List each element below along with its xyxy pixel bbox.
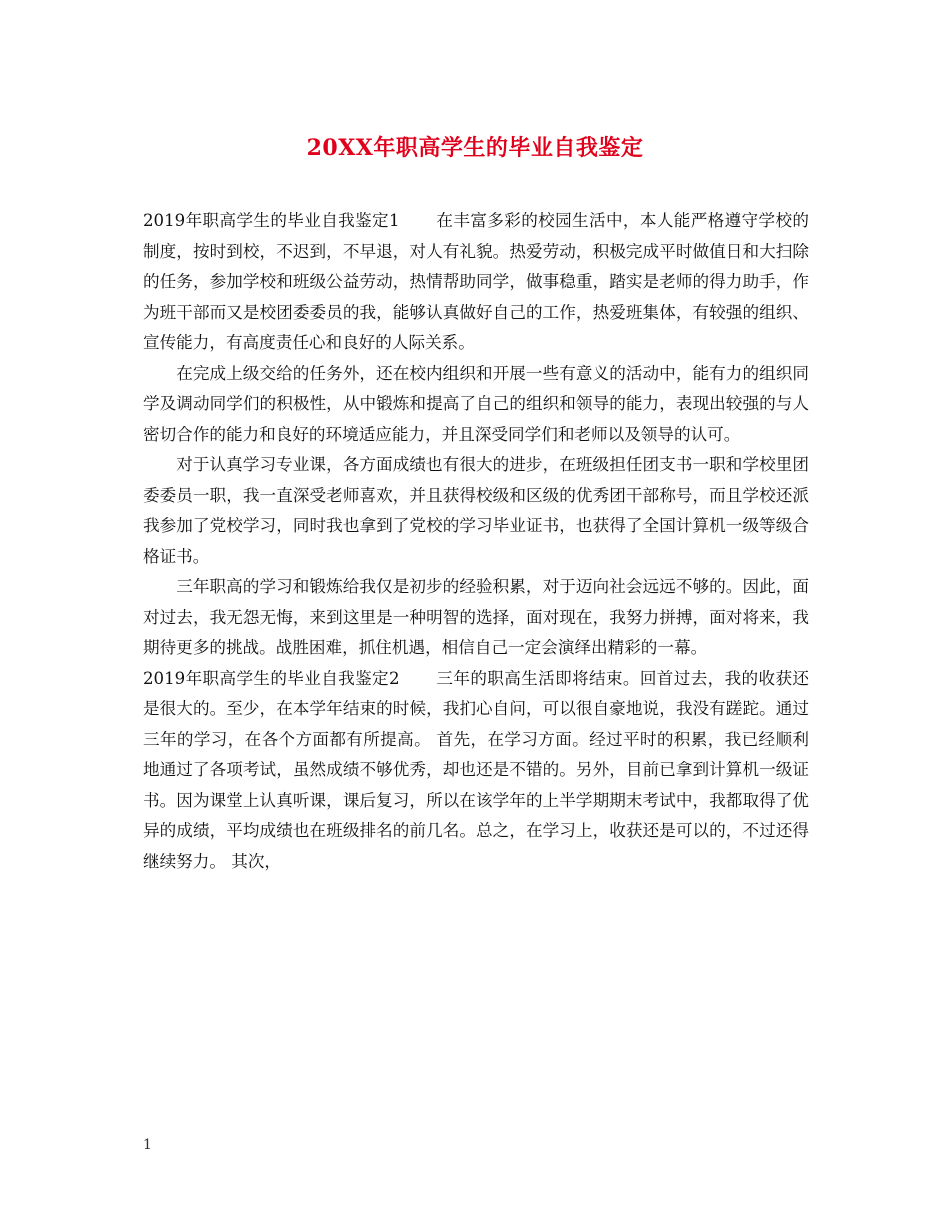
section-2-heading: 2019年职高学生的毕业自我鉴定2 bbox=[143, 668, 400, 688]
page-number: 1 bbox=[143, 1137, 152, 1153]
section-1-lead-paragraph bbox=[143, 206, 809, 359]
section-1-paragraph-1: 在完成上级交给的任务外，还在校内组织和开展一些有意义的活动中，能有力的组织同学及调动同学们的积极性，从中锻炼和提高了自己的组织和领导的能力，表现出较强的与人密切合作的能力和良好的环境适应能力，并且深受同学们和老师以及领导的认可。 bbox=[143, 363, 809, 444]
document-title: 20XX年职高学生的毕业自我鉴定 bbox=[306, 135, 644, 161]
section-2-lead-text: 三年的职高生活即将结束。回首过去，我的收获还是很大的。至少，在本学年结束的时候，我扪心自问，可以很自豪地说，我没有蹉跎。通过三年的学习，在各个方面都有所提高。 首先，在学习方面。经过平时的积累，我已经顺利地通过了各项考试，虽然成绩不够优秀，却也还是不错的。另外，目前已拿到计算机一级证书。因为课堂上认真听课，课后复习，所以在该学年的上半学期期末考试中，我都取得了优异的成绩，平均成绩也在班级排名的前几名。总之，在学习上，收获还是可以的，不过还得继续努力。 其次， bbox=[143, 668, 809, 871]
section-1-paragraph-2: 对于认真学习专业课，各方面成绩也有很大的进步，在班级担任团支书一职和学校里团委委员一职，我一直深受老师喜欢，并且获得校级和区级的优秀团干部称号，而且学校还派我参加了党校学习，同时我也拿到了党校的学习毕业证书，也获得了全国计算机一级等级合格证书。 bbox=[143, 455, 809, 566]
section-1-paragraph-3: 三年职高的学习和锻炼给我仅是初步的经验积累，对于迈向社会远远不够的。因此，面对过去，我无怨无悔，来到这里是一种明智的选择，面对现在，我努力拼搏，面对将来，我期待更多的挑战。战胜困难，抓住机遇，相信自己一定会演绎出精彩的一幕。 bbox=[143, 577, 809, 657]
document-body bbox=[143, 206, 809, 877]
section-1-lead-text: 在丰富多彩的校园生活中，本人能严格遵守学校的制度，按时到校，不迟到，不早退，对人有礼貌。热爱劳动，积极完成平时做值日和大扫除的任务，参加学校和班级公益劳动，热情帮助同学，做事稳重，踏实是老师的得力助手，作为班干部而又是校团委委员的我，能够认真做好自己的工作，热爱班集体，有较强的组织、宣传能力，有高度责任心和良好的人际关系。 bbox=[143, 211, 809, 352]
section-1-heading: 2019年职高学生的毕业自我鉴定1 bbox=[143, 211, 400, 230]
section-2-lead-paragraph bbox=[143, 664, 809, 878]
